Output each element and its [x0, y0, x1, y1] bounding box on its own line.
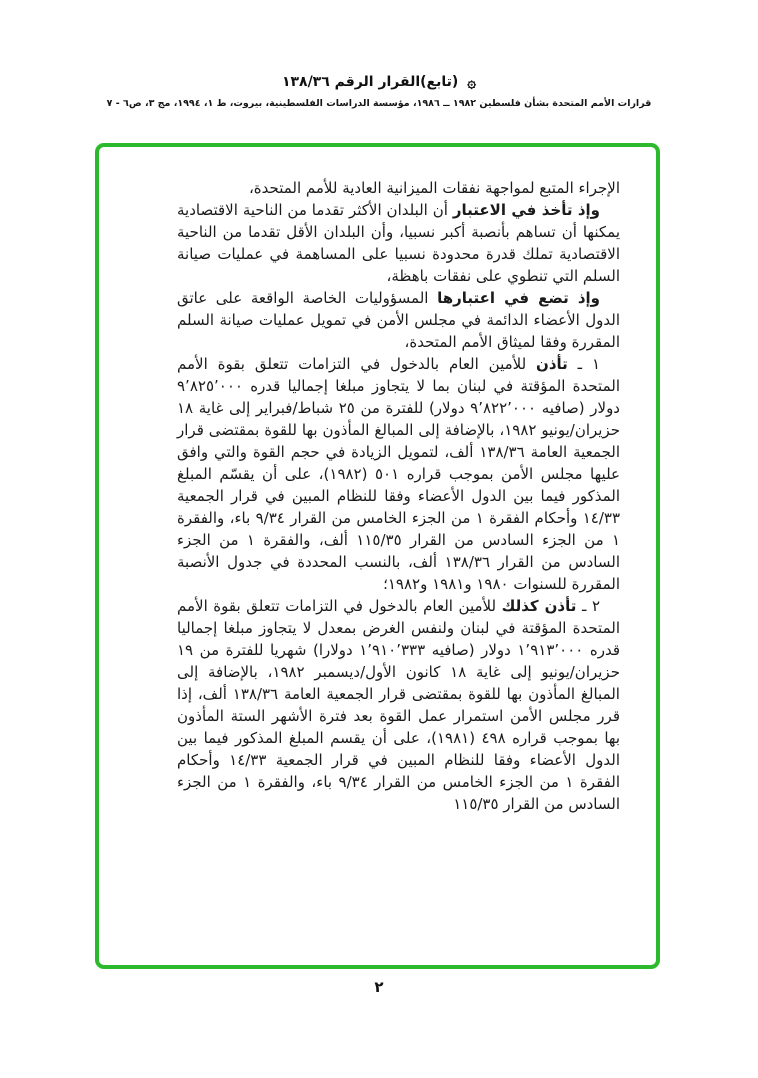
- paragraph-lead: تأذن: [536, 355, 568, 373]
- resolution-title: (تابع)القرار الرقم ١٣٨/٣٦: [281, 74, 459, 90]
- resolution-body: [99, 147, 656, 815]
- page-number: ٢: [374, 978, 384, 996]
- paragraph-text: أن البلدان الأكثر تقدما من الناحية الاقتصادية يمكنها أن تساهم بأنصبة أكبر نسبيا، وأن البلدان الأقل تقدما من الناحية الاقتصادية تملك قدرة محدودة نسبيا على المساهمة في عمليات صيانة السلم التي تنطوي على نفقات باهظة،: [177, 201, 620, 285]
- paragraph-lead: تأذن كذلك: [501, 597, 577, 615]
- content-frame: [95, 143, 660, 969]
- paragraph-lead: وإذ تأخذ في الاعتبار: [452, 201, 601, 219]
- paragraph-text: للأمين العام بالدخول في التزامات تتعلق بقوة الأمم المتحدة المؤقتة في لبنان بما لا يتجاوز مبلغا إجماليا قدره ٩٬٨٢٥٬٠٠٠ دولار (صافيه ٩٬٨٢٢٬٠٠٠ دولار) للفترة من ٢٥ شباط/فبراير إلى غاية ١٨ حزيران/يونيو ١٩٨٢، بالإضافة إلى المبالغ المأذون بها للقوة بمقتضى قرار الجمعية العامة ١٣٨/٣٦ ألف، لتمويل الزيادة في حجم القوة والتي وافق عليها مجلس الأمن بموجب قراره ٥٠١ (١٩٨٢)، على أن يقسّم المبلغ المذكور فيما بين الدول الأعضاء وفقا للنظام المبين في قرار الجمعية ١٤/٣٣ وأحكام الفقرة ١ من الجزء الخامس من القرار ٩/٣٤ باء، والفقرة ١ من الجزء السادس من القرار ١١٥/٣٥ ألف، والفقرة ١ من الجزء السادس من القرار ١٣٨/٣٦ ألف، بالنسب المحددة في جدول الأنصبة المقررة للسنوات ١٩٨٠ و١٩٨١ و١٩٨٢؛: [177, 355, 620, 593]
- ornament-icon: ۞: [467, 72, 477, 91]
- paragraph-lead: وإذ تضع في اعتبارها: [437, 289, 600, 307]
- paragraph-preambular-2: [177, 287, 620, 353]
- paragraph-text: للأمين العام بالدخول في التزامات تتعلق بقوة الأمم المتحدة المؤقتة في لبنان ولنفس الغرض بمعدل لا يتجاوز مبلغا إجماليا قدره ١٬٩١٣٬٠٠٠ دولار (صافيه ١٬٩١٠٬٣٣٣ دولارا) شهريا للفترة من ١٩ حزيران/يونيو إلى غاية ١٨ كانون الأول/ديسمبر ١٩٨٢، بالإضافة إلى المبالغ المأذون بها للقوة بمقتضى قرار الجمعية العامة ١٣٨/٣٦ ألف، إذا قرر مجلس الأمن استمرار عمل القوة بعد فترة الأشهر الستة المأذون بها بموجب قراره ٤٩٨ (١٩٨١)، على أن يقسم المبلغ المذكور فيما بين الدول الأعضاء وفقا للنظام المبين في قرار الجمعية ١٤/٣٣ وأحكام الفقرة ١ من الجزء الخامس من القرار ٩/٣٤ باء، والفقرة ١ من الجزء السادس من القرار ١١٥/٣٥: [177, 597, 621, 813]
- document-header: [0, 74, 758, 109]
- paragraph-preambular-1: [177, 199, 620, 287]
- paragraph-operative-1: [177, 353, 620, 595]
- source-citation: قرارات الأمم المتحدة بشأن فلسطين ١٩٨٢ ــ ١٩٨٦، مؤسسة الدراسات الفلسطينية، بيروت، ط ١، ١٩٩٤، مج ٣، ص٦ - ٧: [106, 98, 652, 109]
- paragraph-text: الإجراء المتبع لمواجهة نفقات الميزانية العادية للأمم المتحدة،: [248, 179, 620, 197]
- paragraph-number: ٢ ـ: [576, 597, 600, 615]
- paragraph-text: المسؤوليات الخاصة الواقعة على عاتق الدول الأعضاء الدائمة في مجلس الأمن في تمويل عمليات صيانة السلم المقررة وفقا لميثاق الأمم المتحدة،: [177, 289, 620, 351]
- paragraph-continuation: [177, 177, 620, 199]
- title-row: [0, 74, 758, 90]
- paragraph-number: ١ ـ: [567, 355, 600, 373]
- paragraph-operative-2: [177, 595, 620, 815]
